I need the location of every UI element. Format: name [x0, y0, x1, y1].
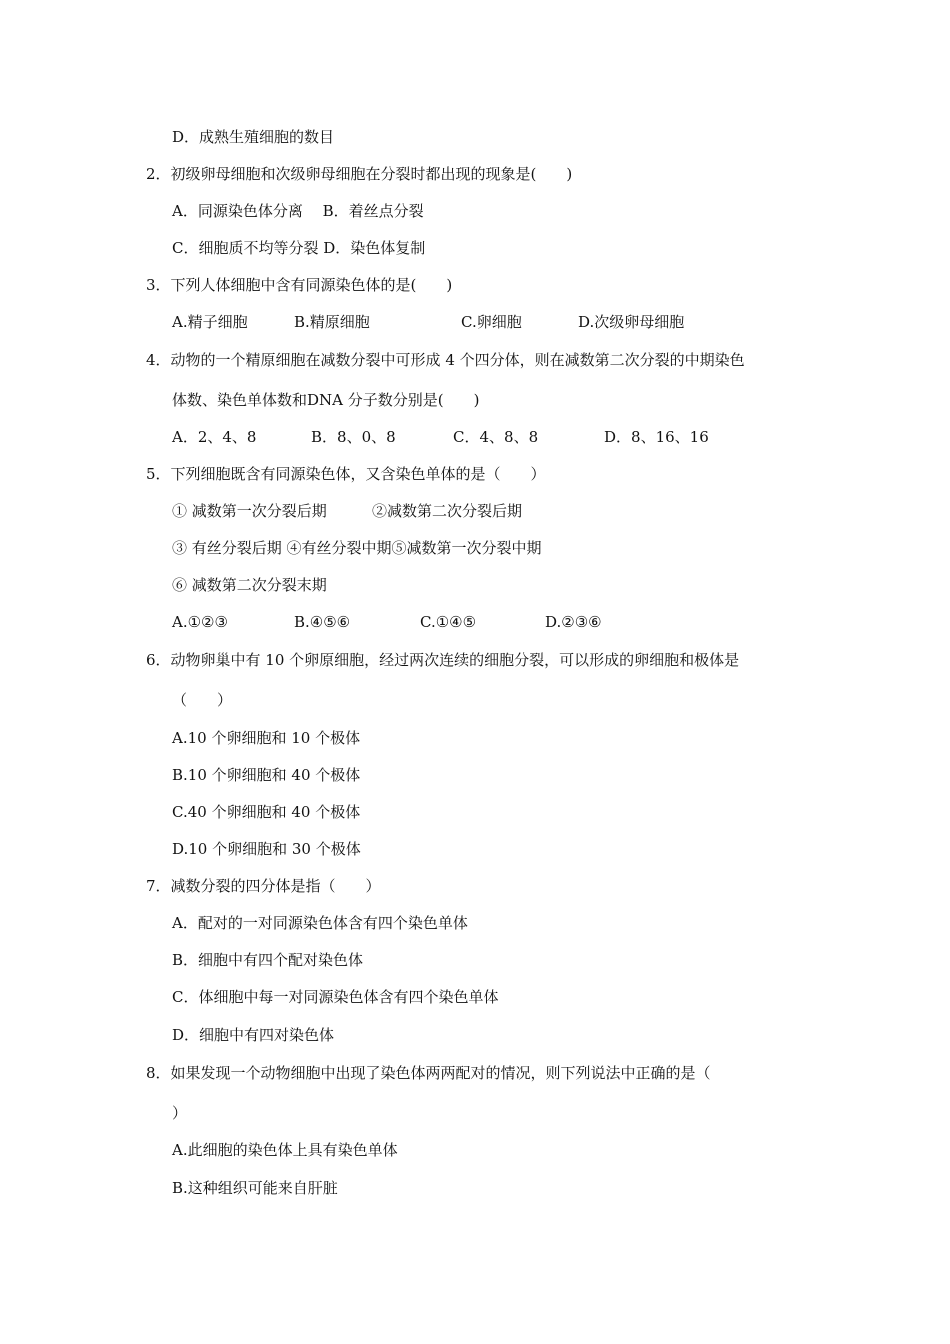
q8-stem-line1: 8．如果发现一个动物细胞中出现了染色体两两配对的情况，则下列说法中正确的是（	[146, 1064, 711, 1082]
q2-options-cd: C．细胞质不均等分裂 D．染色体复制	[172, 239, 426, 257]
q5-option-a: A.①②③	[172, 613, 228, 631]
q5-item-1: ① 减数第一次分裂后期	[172, 502, 327, 520]
q4-option-c: C．4、8、8	[453, 428, 539, 446]
q3-stem: 3．下列人体细胞中含有同源染色体的是( )	[146, 276, 453, 294]
q3-option-d: D.次级卵母细胞	[578, 313, 685, 331]
q5-option-b: B.④⑤⑥	[294, 613, 351, 631]
q3-option-a: A.精子细胞	[172, 313, 248, 331]
q4-option-a: A．2、4、8	[172, 428, 257, 446]
q6-option-c: C.40 个卵细胞和 40 个极体	[172, 803, 361, 821]
q4-stem-line2: 体数、染色单体数和DNA 分子数分别是( )	[172, 391, 480, 409]
q3-option-c: C.卵细胞	[461, 313, 522, 331]
q7-option-d: D．细胞中有四对染色体	[172, 1026, 335, 1044]
q5-option-c: C.①④⑤	[420, 613, 477, 631]
q6-option-d: D.10 个卵细胞和 30 个极体	[172, 840, 361, 858]
q4-stem-line1: 4．动物的一个精原细胞在减数分裂中可形成 4 个四分体，则在减数第二次分裂的中期染色	[146, 351, 745, 369]
q6-option-a: A.10 个卵细胞和 10 个极体	[172, 729, 361, 747]
q4-option-d: D．8、16、16	[604, 428, 709, 446]
q7-option-c: C．体细胞中每一对同源染色体含有四个染色单体	[172, 988, 499, 1006]
q6-stem-line2: （ ）	[172, 691, 233, 709]
q5-items-row2: ③ 有丝分裂后期 ④有丝分裂中期⑤减数第一次分裂中期	[172, 539, 542, 557]
q1-option-d: D．成熟生殖细胞的数目	[172, 128, 335, 146]
q8-stem-line2: ）	[172, 1104, 188, 1122]
q6-stem-line1: 6．动物卵巢中有 10 个卵原细胞，经过两次连续的细胞分裂，可以形成的卵细胞和极体是	[146, 651, 740, 669]
q8-option-a: A.此细胞的染色体上具有染色单体	[172, 1141, 398, 1159]
q6-option-b: B.10 个卵细胞和 40 个极体	[172, 766, 361, 784]
q5-stem: 5．下列细胞既含有同源染色体，又含染色单体的是（ ）	[146, 465, 546, 483]
q5-item-2: ②减数第二次分裂后期	[372, 502, 523, 520]
q5-option-d: D.②③⑥	[545, 613, 602, 631]
q5-items-row3: ⑥ 减数第二次分裂末期	[172, 576, 327, 594]
q3-option-b: B.精原细胞	[294, 313, 370, 331]
q2-options-ab: A．同源染色体分离 B．着丝点分裂	[172, 202, 424, 220]
q8-option-b: B.这种组织可能来自肝脏	[172, 1179, 338, 1197]
q4-option-b: B．8、0、8	[311, 428, 396, 446]
q7-stem: 7．减数分裂的四分体是指（ ）	[146, 877, 381, 895]
q2-stem: 2．初级卵母细胞和次级卵母细胞在分裂时都出现的现象是( )	[146, 165, 573, 183]
q7-option-a: A．配对的一对同源染色体含有四个染色单体	[172, 914, 468, 932]
q7-option-b: B．细胞中有四个配对染色体	[172, 951, 364, 969]
